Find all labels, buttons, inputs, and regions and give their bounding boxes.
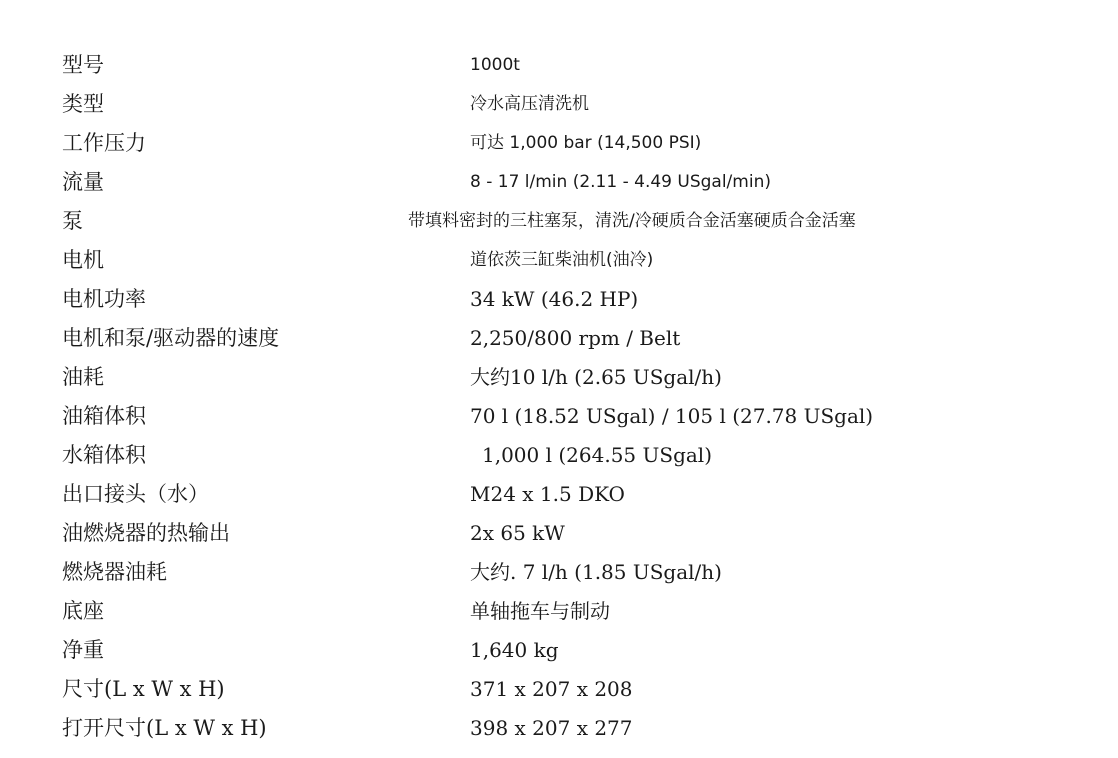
spec-value: 冷水高压清洗机 [470,94,589,114]
spec-value: 可达 1,000 bar (14,500 PSI) [470,133,702,153]
spec-value: 1,000 l (264.55 USgal) [482,443,712,467]
spec-value: 34 kW (46.2 HP) [470,287,639,311]
spec-value: 1000t [470,55,520,75]
spec-label: 类型 [62,92,104,116]
spec-row [0,319,1118,358]
spec-row [0,475,1118,514]
spec-value: 371 x 207 x 208 [470,677,633,701]
spec-label: 油箱体积 [62,404,146,428]
spec-value: 单轴拖车与制动 [470,599,610,623]
spec-value: 8 - 17 l/min (2.11 - 4.49 USgal/min) [470,172,771,192]
spec-label: 工作压力 [62,131,146,155]
spec-label: 油耗 [62,365,104,389]
spec-label: 流量 [62,170,104,194]
spec-row [0,670,1118,709]
spec-label: 尺寸(L x W x H) [62,677,225,701]
spec-row [0,436,1118,475]
spec-label: 型号 [62,53,104,77]
spec-value: 带填料密封的三柱塞泵，清洗/冷硬质合金活塞硬质合金活塞 [408,211,856,231]
spec-label: 电机和泵/驱动器的速度 [62,326,280,350]
spec-row [0,709,1118,748]
spec-row [0,553,1118,592]
spec-row [0,124,1118,163]
spec-row [0,46,1118,85]
spec-row [0,85,1118,124]
spec-value: 大约10 l/h (2.65 USgal/h) [470,365,722,389]
spec-row [0,202,1118,241]
spec-label: 电机 [62,248,104,272]
spec-label: 出口接头（水） [62,482,209,506]
spec-label: 打开尺寸(L x W x H) [62,716,267,740]
spec-label: 水箱体积 [62,443,146,467]
spec-value: 2x 65 kW [470,521,565,545]
spec-value: 1,640 kg [470,638,559,662]
spec-value: M24 x 1.5 DKO [470,482,625,506]
spec-row [0,592,1118,631]
spec-row [0,631,1118,670]
specification-table-body [0,46,1118,748]
spec-label: 泵 [62,209,83,233]
specification-table [0,46,1118,748]
spec-value: 道依茨三缸柴油机(油冷) [470,250,654,270]
spec-row [0,241,1118,280]
spec-row [0,280,1118,319]
spec-label: 底座 [62,599,104,623]
spec-label: 油燃烧器的热输出 [62,521,230,545]
spec-row [0,163,1118,202]
spec-row [0,514,1118,553]
spec-label: 燃烧器油耗 [62,560,167,584]
spec-value: 大约. 7 l/h (1.85 USgal/h) [470,560,722,584]
spec-value: 2,250/800 rpm / Belt [470,326,681,350]
spec-row [0,397,1118,436]
spec-row [0,358,1118,397]
spec-value: 398 x 207 x 277 [470,716,633,740]
spec-label: 电机功率 [62,287,146,311]
spec-label: 净重 [62,638,104,662]
spec-value: 70 l (18.52 USgal) / 105 l (27.78 USgal) [470,404,874,428]
